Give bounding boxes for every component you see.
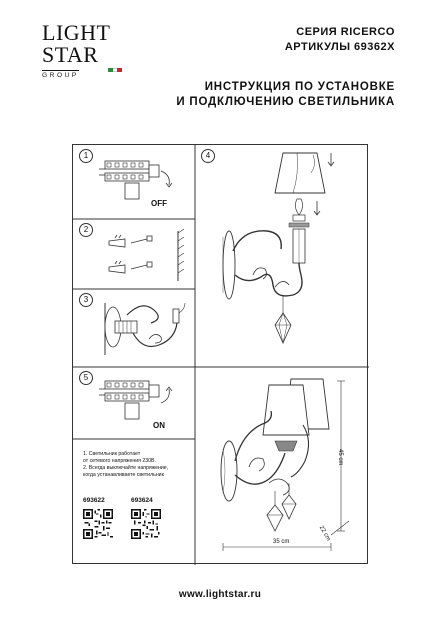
instruction-title-line1: ИНСТРУКЦИЯ ПО УСТАНОВКЕ xyxy=(204,81,395,93)
height-dimension: 45 cm xyxy=(337,449,343,466)
step2-anchor-screws-illustration xyxy=(103,225,189,285)
instruction-title-line2: И ПОДКЛЮЧЕНИЮ СВЕТИЛЬНИКА xyxy=(176,96,395,108)
step-4-badge: 4 xyxy=(201,149,215,163)
instruction-frame xyxy=(72,144,368,564)
step-1-badge: 1 xyxy=(79,149,93,163)
series-title: СЕРИЯ RICERCO xyxy=(296,26,395,38)
step3-mounting-illustration xyxy=(93,295,193,363)
qr-code-693622 xyxy=(83,509,113,539)
article-number: АРТИКУЛЫ 69362X xyxy=(284,41,395,53)
note-line-1: 1. Светильник работает xyxy=(83,451,141,457)
step1-terminal-block-illustration xyxy=(99,153,189,213)
article-code-2: 693624 xyxy=(131,497,153,504)
article-code-1: 693622 xyxy=(83,497,105,504)
note-line-3: 2. Всегда выключайте напряжение, xyxy=(83,465,169,471)
note-line-2: от сетевого напряжения 230В. xyxy=(83,458,156,464)
step5-terminal-block-illustration xyxy=(99,375,189,435)
italian-flag-icon xyxy=(108,68,122,72)
width-dimension: 35 cm xyxy=(273,539,290,545)
off-label: OFF xyxy=(151,199,167,208)
step-5-badge: 5 xyxy=(79,371,93,385)
step4-assembly-illustration xyxy=(213,145,363,365)
logo-text-light: LIGHT xyxy=(42,20,111,45)
instruction-title xyxy=(176,80,395,110)
on-label: ON xyxy=(153,421,165,430)
warning-notes xyxy=(83,451,168,479)
website-url[interactable]: www.lightstar.ru xyxy=(178,589,262,600)
note-line-4: когда устанавливаете светильник xyxy=(83,472,164,478)
depth-dimension: 22 cm xyxy=(317,525,332,543)
step-3-badge: 3 xyxy=(79,293,93,307)
dimension-drawing xyxy=(213,371,363,561)
brand-logo xyxy=(36,22,116,100)
logo-text-group: GROUP xyxy=(42,72,79,79)
qr-code-693624 xyxy=(131,509,161,539)
logo-text-star: STAR xyxy=(42,42,99,67)
step-2-badge: 2 xyxy=(79,223,93,237)
